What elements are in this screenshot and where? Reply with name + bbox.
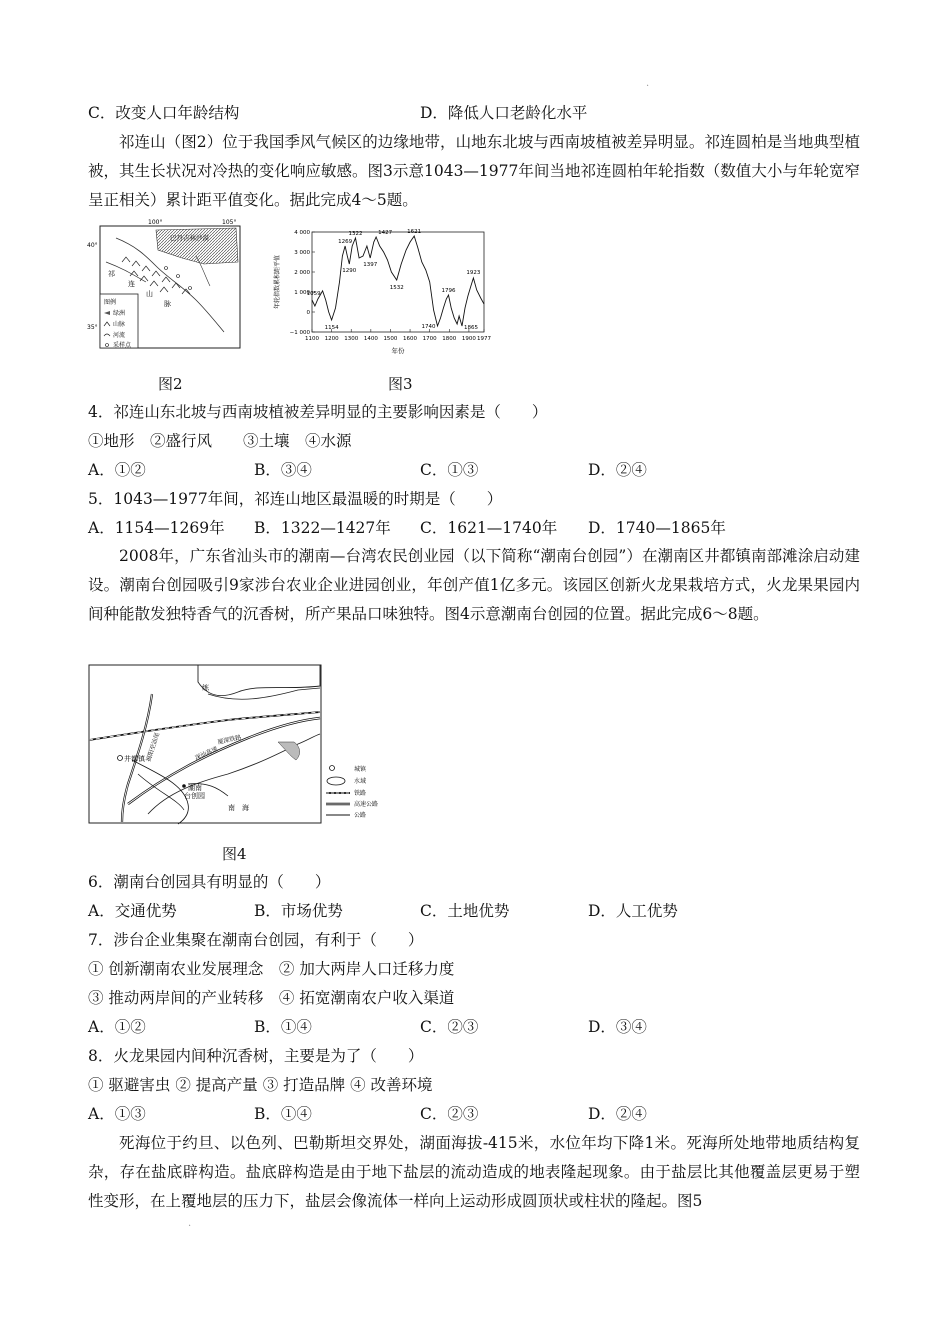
q5-option-d[interactable]: D．1740—1865年 bbox=[588, 519, 726, 537]
q4-option-d[interactable]: D．②④ bbox=[588, 461, 647, 479]
fig3-annotation: 1923 bbox=[466, 270, 481, 276]
q4-items: ①地形 ②盛行风 ③土壤 ④水源 bbox=[88, 432, 352, 450]
fig4-legend bbox=[326, 765, 378, 819]
fig3-xtick-label: 1200 bbox=[324, 336, 339, 342]
fig3-annotation: 1740 bbox=[421, 324, 436, 330]
fig3-xtick-label: 1800 bbox=[442, 336, 457, 342]
q3-option-c: C．改变人口年龄结构 bbox=[88, 104, 240, 122]
q6-option-d[interactable]: D．人工优势 bbox=[588, 902, 678, 920]
q7-items-2: ③ 推动两岸间的产业转移 ④ 拓宽潮南农户收入渠道 bbox=[88, 989, 455, 1007]
q8-option-a[interactable]: A．①③ bbox=[88, 1105, 146, 1123]
fig3-xtick-label: 1900 bbox=[461, 336, 476, 342]
fig3-series-line bbox=[312, 236, 484, 326]
fig4-legend-town: 城镇 bbox=[354, 766, 367, 773]
park-label-2: 台创园 bbox=[184, 792, 205, 800]
passage-dead-sea: 死海位于约旦、以色列、巴勒斯坦交界处，湖面海拔-415米，水位年均下降1米。死海所处地带地质结构复杂，存在盐底辟构造。盐底辟构造是由于地下盐层的流动造成的地表隆起现象。由于盐层比其他覆盖层更易于塑性变形，在上覆地层的压力下，盐层会像流体一样向上运动形成圆顶状或柱状的隆起。图5 bbox=[88, 1134, 860, 1210]
fig3-xtick-label: 1100 bbox=[305, 336, 319, 342]
q8-option-c[interactable]: C．②③ bbox=[420, 1105, 479, 1123]
fig3-xtick-label: 1700 bbox=[422, 336, 437, 342]
fig4-legend-rail: 铁路 bbox=[354, 790, 367, 797]
q8-option-b[interactable]: B．①④ bbox=[254, 1105, 312, 1123]
fig4-legend-water: 水域 bbox=[354, 778, 367, 785]
q6-option-b[interactable]: B．市场优势 bbox=[254, 902, 343, 920]
fig3-ylabel: 年轮指数累积距平值 bbox=[274, 254, 281, 310]
lon-label-100: 100° bbox=[148, 219, 163, 226]
fig3-xtick-label: 1300 bbox=[344, 336, 359, 342]
q7-option-c[interactable]: C．②③ bbox=[420, 1018, 479, 1036]
fig3-annotation: 1621 bbox=[407, 229, 422, 235]
fig3-ytick-label: 1 000 bbox=[294, 290, 310, 296]
q4-stem: 4．祁连山东北坡与西南坡植被差异明显的主要影响因素是（ ） bbox=[88, 403, 548, 421]
fig2-legend-river: 河流 bbox=[113, 332, 126, 339]
fig3-xtick-label: 1600 bbox=[403, 336, 418, 342]
q8-stem: 8．火龙果园内间种沉香树，主要是为了（ ） bbox=[88, 1047, 424, 1065]
fig3-annotation: 1427 bbox=[378, 230, 393, 236]
fig3-annotation: 1322 bbox=[348, 231, 363, 237]
river-label: 练 bbox=[202, 684, 209, 692]
q6-stem: 6．潮南台创园具有明显的（ ） bbox=[88, 873, 331, 891]
q7-option-a[interactable]: A．①② bbox=[88, 1018, 146, 1036]
fig3-xtick-label: 1400 bbox=[363, 336, 378, 342]
q6-option-a[interactable]: A．交通优势 bbox=[88, 902, 177, 920]
q4-option-c[interactable]: C．①③ bbox=[420, 461, 479, 479]
fig3-annotation: 1154 bbox=[324, 325, 339, 331]
q4-option-a[interactable]: A．①② bbox=[88, 461, 146, 479]
fig3-ytick-label: 2 000 bbox=[294, 270, 310, 276]
lat-label-40: 40° bbox=[87, 242, 98, 249]
sea-label: 南 海 bbox=[228, 804, 249, 812]
fig2-legend-mountain: 山脉 bbox=[113, 321, 126, 328]
fig3-annotation: 1269 bbox=[338, 239, 353, 245]
fig3-ytick-label: −1 000 bbox=[289, 330, 310, 336]
q5-option-a[interactable]: A．1154—1269年 bbox=[88, 519, 225, 537]
fig4-legend-expressway: 高速公路 bbox=[354, 801, 379, 808]
q4-option-b[interactable]: B．③④ bbox=[254, 461, 312, 479]
fig3-annotation: 1532 bbox=[389, 285, 404, 291]
fig3-xtick-label: 1977 bbox=[477, 336, 491, 342]
mountain-char-3: 山 bbox=[146, 290, 153, 298]
mountain-char-4: 脉 bbox=[164, 300, 171, 308]
hwy1-label: 深汕高速 bbox=[193, 745, 219, 762]
q7-items-1: ① 创新潮南农业发展理念 ② 加大两岸人口迁移力度 bbox=[88, 960, 455, 978]
mountain-char-1: 祁 bbox=[108, 270, 115, 278]
q7-option-b[interactable]: B．①④ bbox=[254, 1018, 312, 1036]
q5-stem: 5．1043—1977年间，祁连山地区最温暖的时期是（ ） bbox=[88, 490, 503, 508]
figure-4-map bbox=[88, 664, 388, 826]
q6-option-c[interactable]: C．土地优势 bbox=[420, 902, 510, 920]
fig3-ytick-label: 3 000 bbox=[294, 250, 310, 256]
hwy2-label: 揭阳至汕尾 bbox=[145, 731, 162, 763]
fig3-xlabel: 年份 bbox=[391, 347, 405, 355]
fig3-xtick-label: 1500 bbox=[383, 336, 398, 342]
q8-items: ① 驱避害虫 ② 提高产量 ③ 打造品牌 ④ 改善环境 bbox=[88, 1076, 433, 1094]
q7-option-d[interactable]: D．③④ bbox=[588, 1018, 647, 1036]
rail-label: 厦深铁路 bbox=[216, 734, 242, 746]
fig3-plot-frame bbox=[312, 232, 484, 332]
q8-option-d[interactable]: D．②④ bbox=[588, 1105, 647, 1123]
fig3-annotation: 1796 bbox=[441, 288, 456, 294]
fig2-legend-oasis: 绿洲 bbox=[113, 310, 126, 317]
q7-stem: 7．涉台企业集聚在潮南台创园，有利于（ ） bbox=[88, 931, 424, 949]
fig3-annotation: 1397 bbox=[363, 262, 378, 268]
fig3-annotation: 1059 bbox=[306, 290, 321, 297]
lat-label-35: 35° bbox=[87, 324, 98, 331]
figure-3-chart bbox=[272, 222, 491, 356]
passage-chaonan: 2008年，广东省汕头市的潮南—台湾农民创业园（以下简称“潮南台创园”）在潮南区井都镇南部滩涂启动建设。潮南台创园吸引9家涉台农业企业进园创业，年创产值1亿多元。该园区创新火龙果栽培方式，火龙果果园内间种能散发独特香气的沉香树，所产果品口味独特。图4示意潮南台创园的位置。据此完成6～8题。 bbox=[88, 547, 860, 623]
figure-2-map bbox=[86, 216, 242, 350]
figure-3-caption: 图3 bbox=[388, 375, 413, 393]
fig3-ytick-label: 4 000 bbox=[294, 230, 310, 236]
desert-label: 巴丹吉林沙漠 bbox=[170, 234, 209, 242]
q3-option-d: D．降低人口老龄化水平 bbox=[420, 104, 588, 122]
fig4-legend-road: 公路 bbox=[354, 812, 367, 819]
figure-2-caption: 图2 bbox=[158, 375, 183, 393]
q5-option-c[interactable]: C．1621—1740年 bbox=[420, 519, 558, 537]
lon-label-105: 105° bbox=[222, 219, 237, 226]
fig3-annotation: 1865 bbox=[464, 325, 479, 331]
q5-option-b[interactable]: B．1322—1427年 bbox=[254, 519, 391, 537]
park-label-1: 潮南 bbox=[188, 784, 202, 792]
mountain-char-2: 连 bbox=[128, 280, 135, 288]
passage-qilian: 祁连山（图2）位于我国季风气候区的边缘地带，山地东北坡与西南坡植被差异明显。祁连圆柏是当地典型植被，其生长状况对冷热的变化响应敏感。图3示意1043—1977年间当地祁连圆柏年轮指数（数值大小与年轮宽窄呈正相关）累计距平值变化。据此完成4～5题。 bbox=[88, 133, 860, 209]
figure-4-caption: 图4 bbox=[222, 845, 247, 863]
fig2-legend-sample: 采样点 bbox=[113, 342, 132, 349]
fig3-annotation: 1290 bbox=[342, 268, 357, 274]
fig2-legend-title: 图例 bbox=[104, 299, 117, 306]
fig3-ytick-label: 0 bbox=[306, 310, 310, 316]
town-label: 井都镇 bbox=[124, 755, 145, 763]
